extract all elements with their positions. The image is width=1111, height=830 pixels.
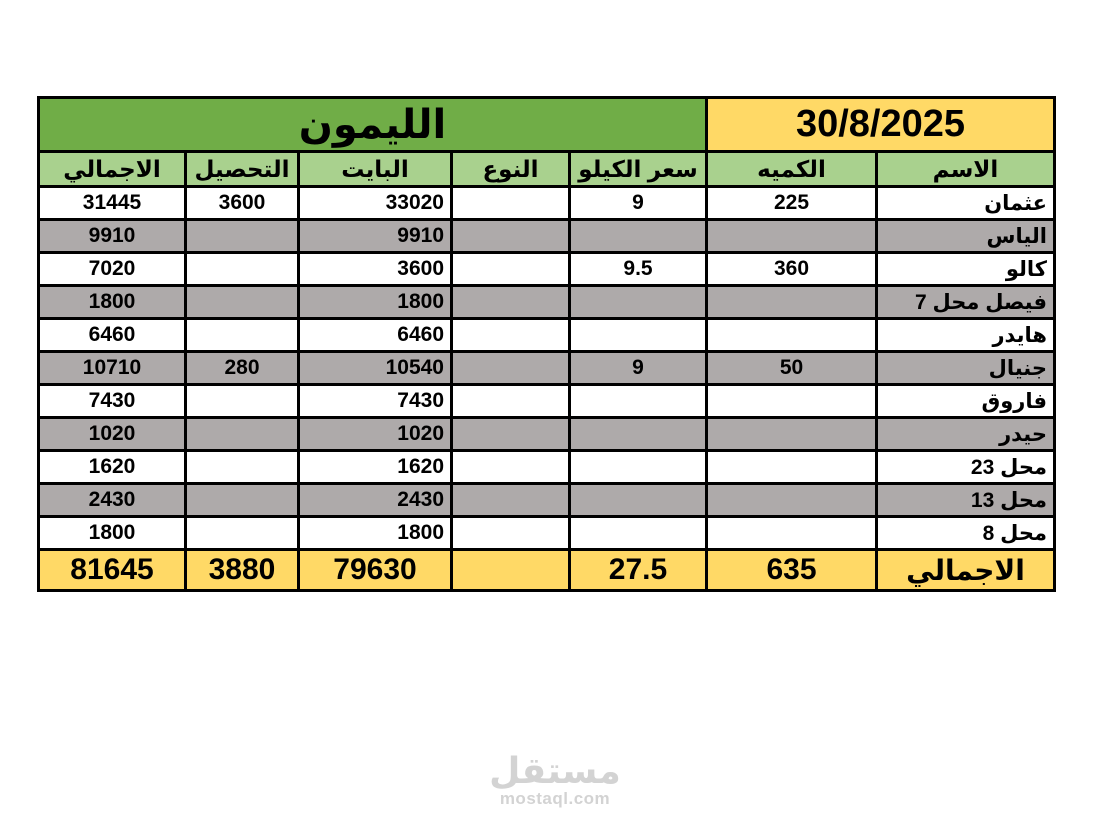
watermark-logo: مستقل: [489, 750, 621, 791]
price-cell: 9: [570, 352, 707, 385]
totals-collection-cell: 3880: [186, 550, 299, 591]
total-cell: 2430: [39, 484, 186, 517]
total-cell: 7020: [39, 253, 186, 286]
lemon-sales-table: [37, 96, 1056, 592]
header-name: الاسم: [877, 152, 1055, 187]
table-row: [39, 451, 1055, 484]
name-cell: فيصل محل 7: [877, 286, 1055, 319]
collection-cell: [186, 517, 299, 550]
watermark: [455, 752, 655, 808]
price-cell: 9: [570, 187, 707, 220]
header-collection: التحصيل: [186, 152, 299, 187]
price-cell: [570, 286, 707, 319]
name-cell: الياس: [877, 220, 1055, 253]
totals-row: [39, 550, 1055, 591]
type-cell: [452, 484, 570, 517]
table-row: [39, 352, 1055, 385]
quantity-cell: 225: [707, 187, 877, 220]
leftover-cell: 1620: [299, 451, 452, 484]
header-price-per-kilo: سعر الكيلو: [570, 152, 707, 187]
table-row: [39, 319, 1055, 352]
price-cell: 9.5: [570, 253, 707, 286]
type-cell: [452, 187, 570, 220]
quantity-cell: [707, 286, 877, 319]
quantity-cell: [707, 418, 877, 451]
totals-type-cell: [452, 550, 570, 591]
total-cell: 9910: [39, 220, 186, 253]
name-cell: جنيال: [877, 352, 1055, 385]
leftover-cell: 6460: [299, 319, 452, 352]
table-row: [39, 517, 1055, 550]
price-cell: [570, 451, 707, 484]
leftover-cell: 2430: [299, 484, 452, 517]
total-cell: 1800: [39, 517, 186, 550]
price-cell: [570, 385, 707, 418]
name-cell: محل 13: [877, 484, 1055, 517]
quantity-cell: [707, 517, 877, 550]
leftover-cell: 9910: [299, 220, 452, 253]
table-row: [39, 187, 1055, 220]
totals-price-cell: 27.5: [570, 550, 707, 591]
totals-quantity-cell: 635: [707, 550, 877, 591]
quantity-cell: [707, 385, 877, 418]
leftover-cell: 1800: [299, 517, 452, 550]
total-cell: 1020: [39, 418, 186, 451]
leftover-cell: 10540: [299, 352, 452, 385]
watermark-site: mostaql.com: [499, 789, 611, 808]
price-cell: [570, 517, 707, 550]
table-row: [39, 253, 1055, 286]
totals-total-cell: 81645: [39, 550, 186, 591]
leftover-cell: 7430: [299, 385, 452, 418]
name-cell: هايدر: [877, 319, 1055, 352]
name-cell: محل 23: [877, 451, 1055, 484]
total-cell: 1800: [39, 286, 186, 319]
type-cell: [452, 418, 570, 451]
product-title: الليمون: [39, 98, 707, 152]
type-cell: [452, 253, 570, 286]
title-row: [39, 98, 1055, 152]
total-cell: 1620: [39, 451, 186, 484]
table-row: [39, 418, 1055, 451]
total-cell: 10710: [39, 352, 186, 385]
name-cell: حيدر: [877, 418, 1055, 451]
quantity-cell: 50: [707, 352, 877, 385]
type-cell: [452, 517, 570, 550]
price-cell: [570, 484, 707, 517]
name-cell: فاروق: [877, 385, 1055, 418]
collection-cell: [186, 319, 299, 352]
type-cell: [452, 220, 570, 253]
collection-cell: 3600: [186, 187, 299, 220]
table-row: [39, 385, 1055, 418]
header-quantity: الكميه: [707, 152, 877, 187]
name-cell: عثمان: [877, 187, 1055, 220]
totals-label-cell: الاجمالي: [877, 550, 1055, 591]
sheet-date: 30/8/2025: [707, 98, 1055, 152]
collection-cell: [186, 418, 299, 451]
leftover-cell: 33020: [299, 187, 452, 220]
table-row: [39, 484, 1055, 517]
price-cell: [570, 319, 707, 352]
quantity-cell: 360: [707, 253, 877, 286]
type-cell: [452, 385, 570, 418]
totals-leftover-cell: 79630: [299, 550, 452, 591]
quantity-cell: [707, 451, 877, 484]
collection-cell: [186, 484, 299, 517]
type-cell: [452, 352, 570, 385]
total-cell: 6460: [39, 319, 186, 352]
price-cell: [570, 418, 707, 451]
header-type: النوع: [452, 152, 570, 187]
header-total: الاجمالي: [39, 152, 186, 187]
header-leftover: البايت: [299, 152, 452, 187]
price-cell: [570, 220, 707, 253]
collection-cell: [186, 220, 299, 253]
table-row: [39, 286, 1055, 319]
quantity-cell: [707, 319, 877, 352]
type-cell: [452, 451, 570, 484]
header-row: [39, 152, 1055, 187]
leftover-cell: 1800: [299, 286, 452, 319]
leftover-cell: 3600: [299, 253, 452, 286]
total-cell: 7430: [39, 385, 186, 418]
table-row: [39, 220, 1055, 253]
total-cell: 31445: [39, 187, 186, 220]
type-cell: [452, 319, 570, 352]
type-cell: [452, 286, 570, 319]
collection-cell: [186, 385, 299, 418]
quantity-cell: [707, 484, 877, 517]
name-cell: كالو: [877, 253, 1055, 286]
collection-cell: 280: [186, 352, 299, 385]
collection-cell: [186, 253, 299, 286]
collection-cell: [186, 451, 299, 484]
quantity-cell: [707, 220, 877, 253]
leftover-cell: 1020: [299, 418, 452, 451]
collection-cell: [186, 286, 299, 319]
name-cell: محل 8: [877, 517, 1055, 550]
